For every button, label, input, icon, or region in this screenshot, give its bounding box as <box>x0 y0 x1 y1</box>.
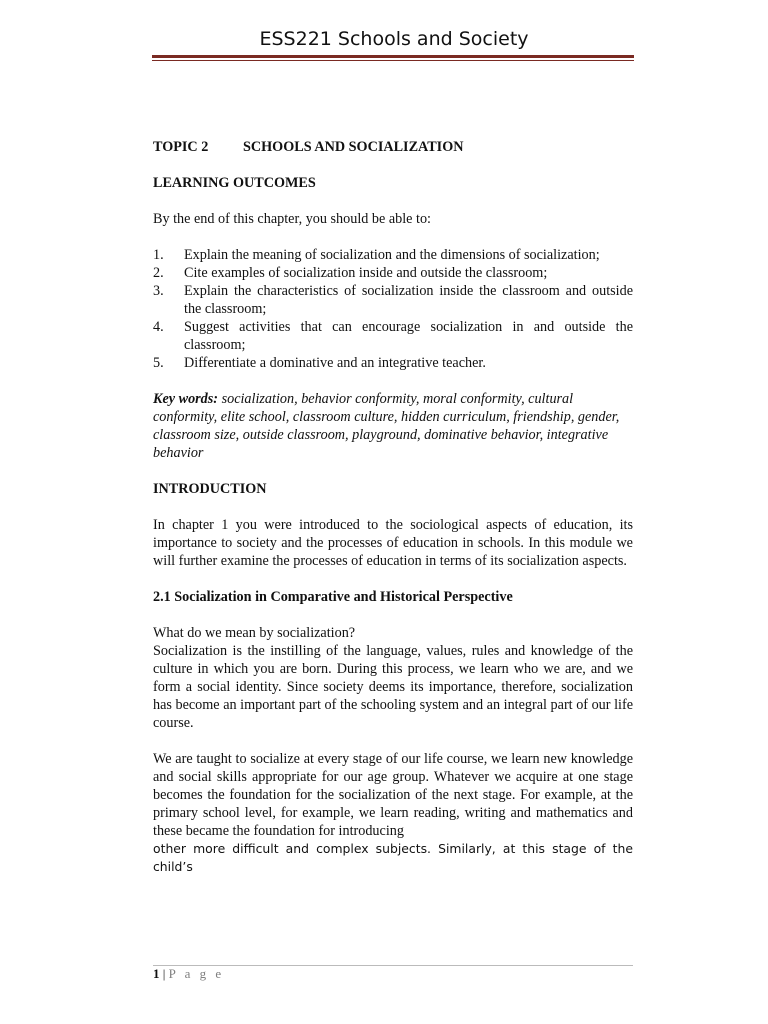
header-rule-thin <box>152 60 634 61</box>
section-question: What do we mean by socialization? <box>153 625 356 641</box>
topic-heading <box>153 138 633 156</box>
page-label: P a g e <box>168 966 225 981</box>
footer-rule <box>153 965 633 966</box>
page-content <box>153 138 633 876</box>
learning-outcomes-intro: By the end of this chapter, you should be able to: <box>153 211 431 227</box>
list-item: 2. Cite examples of socialization inside and outside the classroom; <box>153 265 548 281</box>
learning-outcomes-list <box>153 246 633 372</box>
list-item: 5. Differentiate a dominative and an integrative teacher. <box>153 355 486 371</box>
introduction-paragraph: In chapter 1 you were introduced to the sociological aspects of education, its importance to society and the processes of education in schools. In this module we will further examine the processes of education in terms of its socialization aspects. <box>153 517 633 569</box>
introduction-heading: INTRODUCTION <box>153 481 267 497</box>
page-number: 1 <box>153 966 160 981</box>
list-item: 3. Explain the characteristics of socialization inside the classroom and outside the classroom; <box>153 283 633 317</box>
header-rule-thick <box>152 55 634 58</box>
key-words-text: socialization, behavior conformity, moral conformity, cultural conformity, elite school, classroom culture, hidden curriculum, friendship, gender, classroom size, outside classroom, playground, dominative behavior, integrative behavior <box>153 391 620 461</box>
socialization-definition-paragraph: Socialization is the instilling of the language, values, rules and knowledge of the culture in which you are born. During this process, we learn who we are, and we form a social identity. Since society deems its importance, therefore, socialization has become an important part of the schooling system and an integral part of our life course. <box>153 643 633 731</box>
topic-number: TOPIC 2 <box>153 139 209 155</box>
life-course-paragraph: We are taught to socialize at every stage of our life course, we learn new knowledge and social skills appropriate for our age group. Whatever we acquire at one stage becomes the foundation for the socialization of the next stage. For example, at the primary school level, for example, we learn reading, writing and mathematics and these became the foundation for introducing <box>153 751 633 839</box>
footer-separator: | <box>159 966 169 981</box>
list-item: 4. Suggest activities that can encourage socialization in and outside the classroom; <box>153 319 633 353</box>
section-2-1-heading: 2.1 Socialization in Comparative and Historical Perspective <box>153 589 513 605</box>
header-title: ESS221 Schools and Society <box>259 28 529 50</box>
topic-title: SCHOOLS AND SOCIALIZATION <box>243 139 464 155</box>
key-words-label: Key words: <box>153 391 219 407</box>
page-footer <box>153 966 224 982</box>
life-course-paragraph-tail: other more difficult and complex subjects. Similarly, at this stage of the child’s <box>153 841 633 874</box>
key-words <box>153 390 633 462</box>
list-item: 1. Explain the meaning of socialization and the dimensions of socialization; <box>153 247 600 263</box>
learning-outcomes-heading: LEARNING OUTCOMES <box>153 175 316 191</box>
